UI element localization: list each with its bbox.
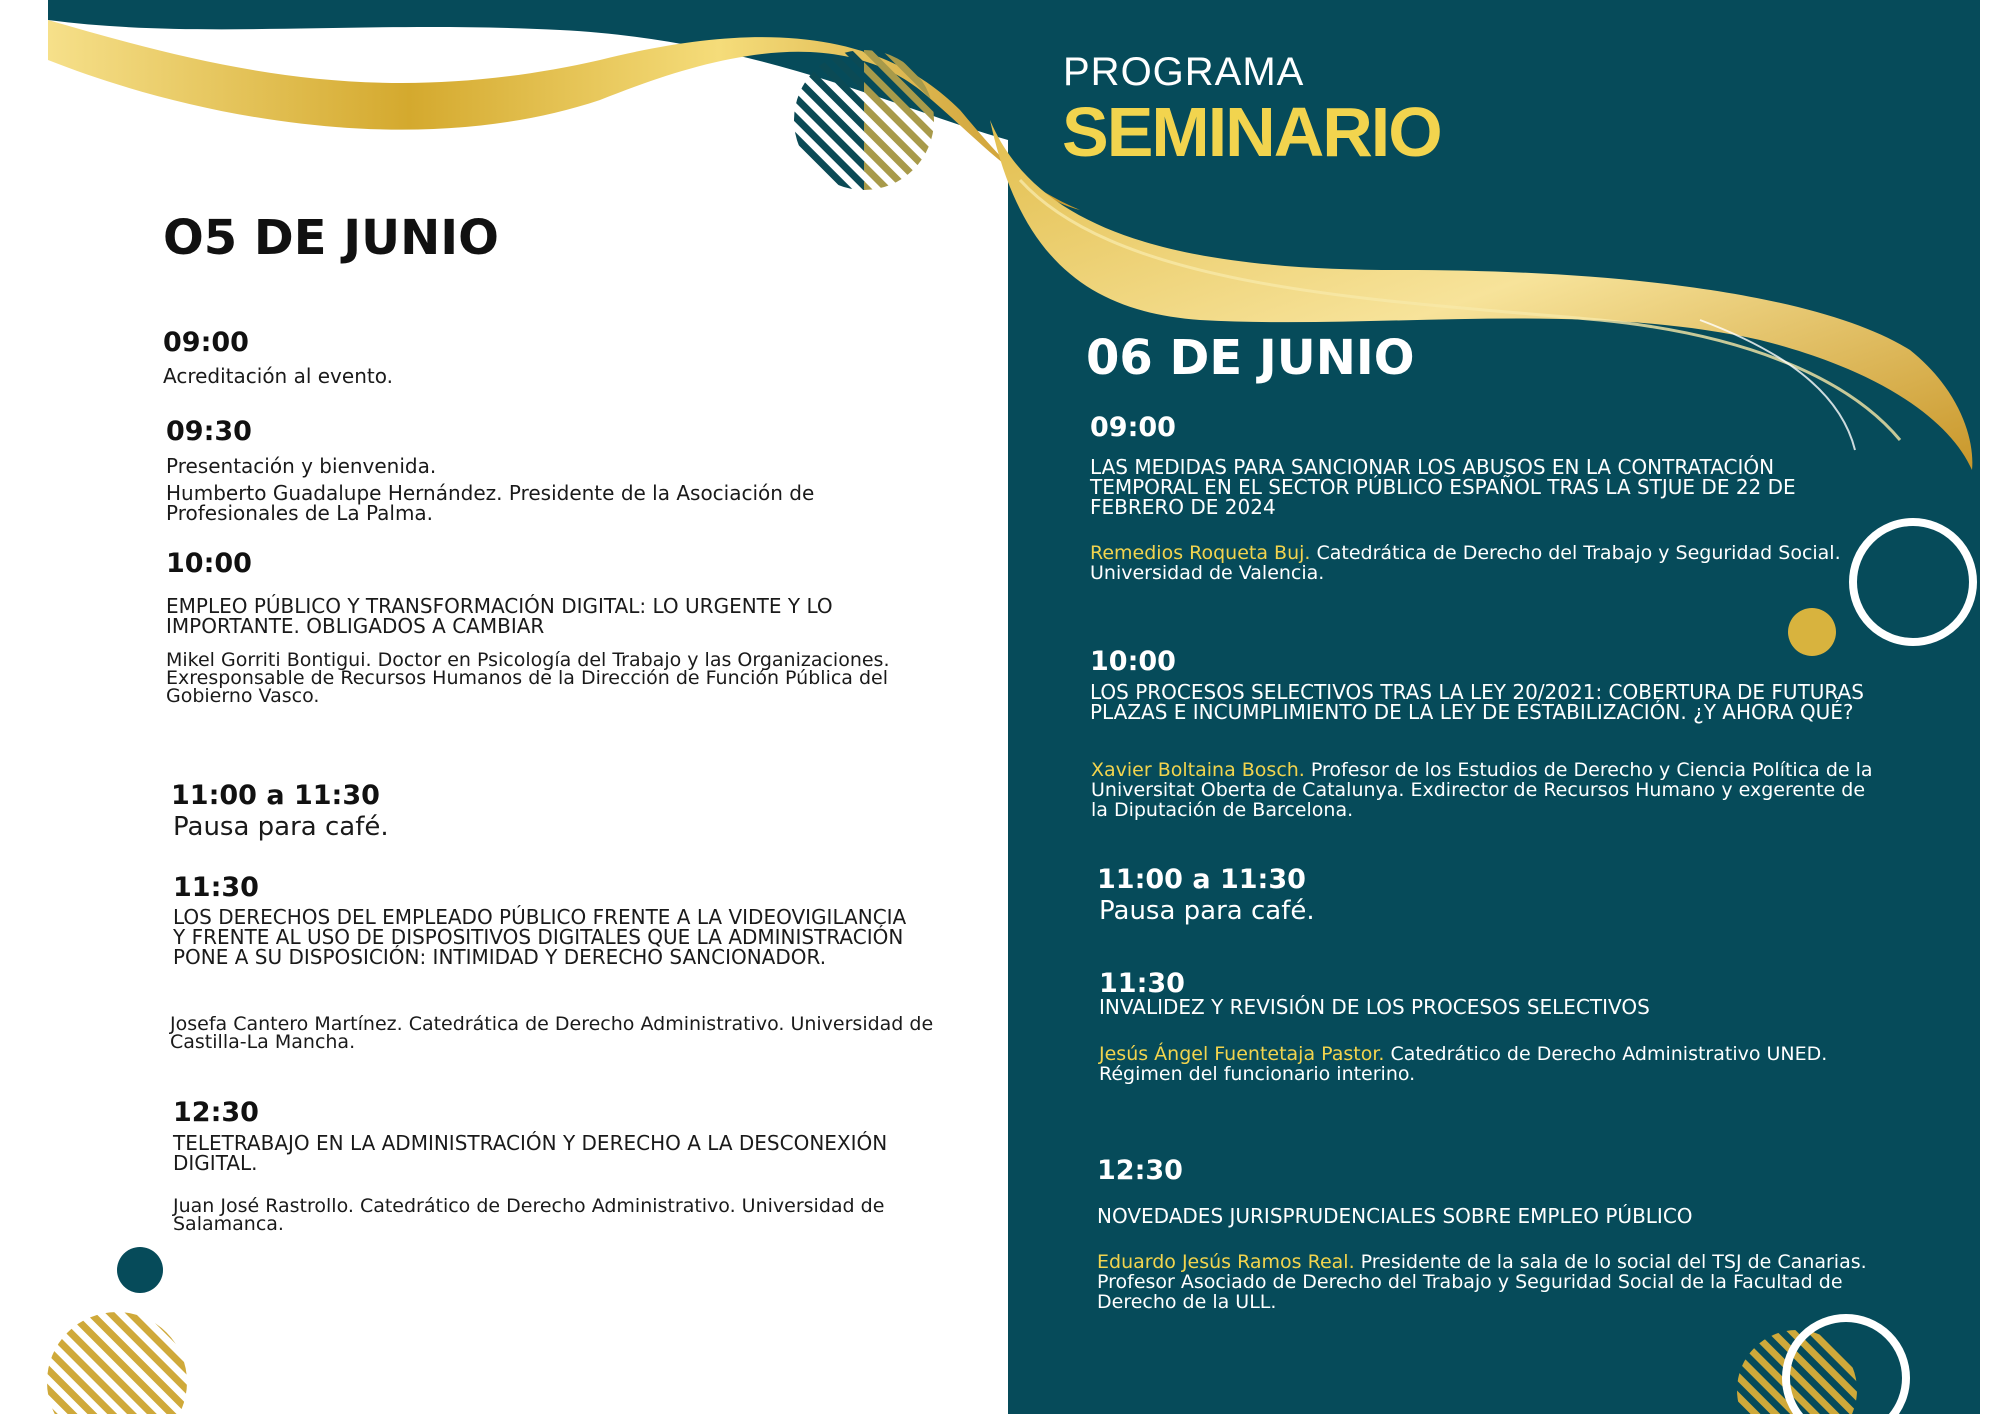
day2-item2-speaker — [1091, 760, 1881, 820]
day2-item5-speaker-name: Eduardo Jesús Ramos Real. — [1097, 1251, 1355, 1273]
day1-item2-time: 09:30 — [166, 416, 252, 447]
day2-item3-time: 11:00 a 11:30 — [1097, 864, 1306, 895]
day2-item4-title: INVALIDEZ Y REVISIÓN DE LOS PROCESOS SELECTIVOS — [1099, 995, 1650, 1019]
day2-item1-speaker — [1090, 543, 1850, 583]
day2-item4-speaker-desc: Catedrático de Derecho Administrativo UNED. Régimen del funcionario interino. — [1099, 1043, 1828, 1085]
day1-item5-title: LOS DERECHOS DEL EMPLEADO PÚBLICO FRENTE A LA VIDEOVIGILANCIA Y FRENTE AL USO DE DISPOSITIVOS DIGITALES QUE LA ADMINISTRACIÓN PONE A SU DISPOSICIÓN: INTIMIDAD Y DERECHO SANCIONADOR. — [173, 905, 907, 969]
seminar-title: SEMINARIO — [1062, 93, 1441, 171]
day1-item1-text: Acreditación al evento. — [163, 364, 393, 388]
day2-item4-time: 11:30 — [1099, 968, 1185, 999]
day2-item3-text: Pausa para café. — [1099, 896, 1315, 926]
day2-item5-speaker-desc: Presidente de la sala de lo social del TSJ de Canarias. Profesor Asociado de Derecho del Trabajo y Seguridad Social de la Facultad de Derecho de la ULL. — [1097, 1251, 1867, 1313]
day1-item6-time: 12:30 — [173, 1097, 259, 1128]
day1-item3-title: EMPLEO PÚBLICO Y TRANSFORMACIÓN DIGITAL: LO URGENTE Y LO IMPORTANTE. OBLIGADOS A CAMBIAR — [166, 594, 833, 638]
day2-item1-speaker-name: Remedios Roqueta Buj. — [1090, 542, 1311, 564]
day2-item4-speaker — [1099, 1044, 1899, 1084]
program-label: PROGRAMA — [1063, 50, 1305, 94]
day1-item3-time: 10:00 — [166, 548, 252, 579]
day2-item1-speaker-desc: Catedrática de Derecho del Trabajo y Seguridad Social. Universidad de Valencia. — [1090, 542, 1841, 584]
day1-item3-speaker: Mikel Gorriti Bontigui. Doctor en Psicología del Trabajo y las Organizaciones. Exresponsable de Recursos Humanos de la Dirección de Función Pública del Gobierno Vasco. — [166, 649, 890, 707]
day2-item5-time: 12:30 — [1097, 1155, 1183, 1186]
day1-item5-speaker: Josefa Cantero Martínez. Catedrática de Derecho Administrativo. Universidad de Castilla-La Mancha. — [170, 1013, 934, 1053]
day1-item6-speaker: Juan José Rastrollo. Catedrático de Derecho Administrativo. Universidad de Salamanca. — [173, 1195, 885, 1235]
day2-date: 06 DE JUNIO — [1086, 330, 1415, 386]
day1-item6-title: TELETRABAJO EN LA ADMINISTRACIÓN Y DERECHO A LA DESCONEXIÓN DIGITAL. — [173, 1131, 888, 1175]
day1-item4-text: Pausa para café. — [173, 812, 389, 842]
day2-item1-title: LAS MEDIDAS PARA SANCIONAR LOS ABUSOS EN LA CONTRATACIÓN TEMPORAL EN EL SECTOR PÚBLICO ESPAÑOL TRAS LA STJUE DE 22 DE FEBRERO DE 2024 — [1090, 455, 1796, 519]
day2-item2-speaker-name: Xavier Boltaina Bosch. — [1091, 759, 1305, 781]
day2-item2-speaker-desc: Profesor de los Estudios de Derecho y Ciencia Política de la Universitat Oberta de Catalunya. Exdirector de Recursos Humano y exgerente de la Diputación de Barcelona. — [1091, 759, 1873, 821]
striped-circle-bottom-left — [40, 1300, 200, 1414]
day1-item2-title: Presentación y bienvenida. — [166, 454, 437, 478]
day2-item2-time: 10:00 — [1090, 646, 1176, 677]
day2-item4-speaker-name: Jesús Ángel Fuentetaja Pastor. — [1099, 1043, 1385, 1065]
teal-dot-bottom-left — [117, 1247, 163, 1293]
day1-item4-time: 11:00 a 11:30 — [171, 780, 380, 811]
day2-item2-title: LOS PROCESOS SELECTIVOS TRAS LA LEY 20/2021: COBERTURA DE FUTURAS PLAZAS E INCUMPLIMIENTO DE LA LEY DE ESTABILIZACIÓN. ¿Y AHORA QUÉ? — [1090, 680, 1864, 724]
day1-date: O5 DE JUNIO — [163, 210, 499, 266]
day1-item5-time: 11:30 — [173, 872, 259, 903]
gold-dot-right — [1788, 608, 1836, 656]
day2-item1-time: 09:00 — [1090, 412, 1176, 443]
day2-item5-speaker — [1097, 1252, 1897, 1312]
day1-item1-time: 09:00 — [163, 327, 249, 358]
day2-item5-title: NOVEDADES JURISPRUDENCIALES SOBRE EMPLEO PÚBLICO — [1097, 1204, 1693, 1228]
day1-item2-speaker: Humberto Guadalupe Hernández. Presidente de la Asociación de Profesionales de La Palma. — [166, 481, 815, 525]
